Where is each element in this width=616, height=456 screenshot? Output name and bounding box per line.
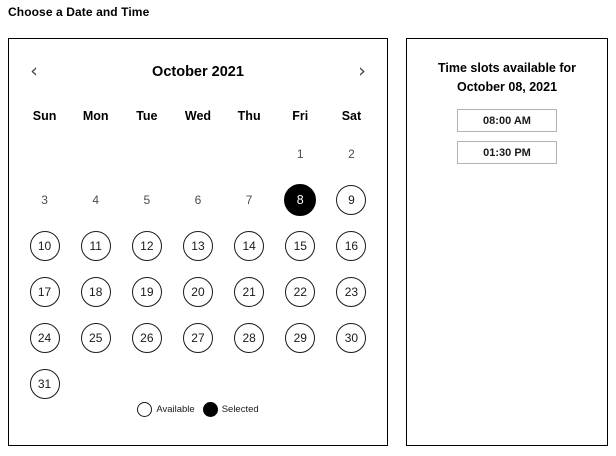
calendar-day-cell	[70, 177, 121, 223]
time-slot-button[interactable]: 08:00 AM	[457, 109, 557, 132]
calendar-day-cell[interactable]	[70, 315, 121, 361]
calendar-day-cell	[19, 177, 70, 223]
calendar-day-available[interactable]: 31	[30, 369, 60, 399]
calendar-day-cell[interactable]	[275, 177, 326, 223]
calendar-day-cell[interactable]	[19, 269, 70, 315]
calendar-day-available[interactable]: 25	[81, 323, 111, 353]
calendar-day-cell[interactable]	[224, 223, 275, 269]
calendar-day-available[interactable]: 12	[132, 231, 162, 261]
calendar-day-available[interactable]: 22	[285, 277, 315, 307]
calendar-day-available[interactable]: 27	[183, 323, 213, 353]
calendar-day-cell[interactable]	[172, 269, 223, 315]
weekday-label: Mon	[82, 109, 109, 123]
calendar-day-unavailable: 1	[296, 147, 304, 161]
weekday-label: Sun	[32, 109, 57, 123]
calendar-day-available[interactable]: 26	[132, 323, 162, 353]
calendar-day-cell[interactable]	[275, 223, 326, 269]
calendar-day-cell[interactable]	[19, 361, 70, 407]
calendar-day-cell	[224, 177, 275, 223]
calendar-day-available[interactable]: 30	[336, 323, 366, 353]
calendar-panel	[8, 38, 388, 446]
calendar-day-available[interactable]: 29	[285, 323, 315, 353]
time-slots-title	[407, 59, 607, 97]
calendar-empty-cell	[19, 131, 70, 177]
calendar-day-unavailable: 2	[348, 147, 355, 161]
calendar-day-available[interactable]: 16	[336, 231, 366, 261]
calendar-day-cell[interactable]	[70, 269, 121, 315]
calendar-day-available[interactable]: 19	[132, 277, 162, 307]
calendar-day-available[interactable]: 9	[336, 185, 366, 215]
calendar-empty-cell	[172, 131, 223, 177]
calendar-day-available[interactable]: 10	[30, 231, 60, 261]
circle-outline-icon	[137, 402, 152, 417]
calendar-day-cell[interactable]	[19, 315, 70, 361]
calendar-day-cell[interactable]	[275, 315, 326, 361]
calendar-day-cell[interactable]	[121, 315, 172, 361]
calendar-day-available[interactable]: 14	[234, 231, 264, 261]
calendar-day-unavailable: 7	[245, 193, 253, 207]
calendar-day-cell[interactable]	[19, 223, 70, 269]
calendar-weekday-header	[19, 103, 377, 127]
calendar-day-cell[interactable]	[275, 269, 326, 315]
calendar-day-available[interactable]: 28	[234, 323, 264, 353]
calendar-day-cell[interactable]	[326, 177, 377, 223]
calendar-day-cell	[275, 131, 326, 177]
calendar-day-available[interactable]: 23	[336, 277, 366, 307]
time-slots-list	[407, 109, 607, 164]
calendar-day-cell[interactable]	[326, 315, 377, 361]
calendar-day-cell[interactable]	[224, 269, 275, 315]
calendar-legend	[9, 402, 387, 417]
calendar-empty-cell	[70, 131, 121, 177]
calendar-header	[9, 57, 387, 97]
calendar-day-available[interactable]: 20	[183, 277, 213, 307]
calendar-day-cell[interactable]	[224, 315, 275, 361]
time-slots-title-line1: Time slots available for	[437, 61, 577, 75]
calendar-day-grid	[19, 131, 377, 407]
calendar-day-cell[interactable]	[172, 315, 223, 361]
calendar-empty-cell	[224, 131, 275, 177]
calendar-day-cell	[326, 131, 377, 177]
calendar-day-unavailable: 3	[41, 193, 48, 207]
time-slots-panel	[406, 38, 608, 446]
weekday-label: Thu	[237, 109, 261, 123]
calendar-day-cell[interactable]	[326, 223, 377, 269]
calendar-day-unavailable: 4	[92, 193, 100, 207]
legend-item-available	[137, 402, 194, 417]
calendar-day-cell[interactable]	[121, 223, 172, 269]
calendar-day-available[interactable]: 11	[81, 231, 111, 261]
chevron-right-icon[interactable]: ›	[358, 60, 366, 82]
calendar-day-unavailable: 5	[143, 193, 151, 207]
weekday-label: Tue	[136, 109, 158, 123]
calendar-day-cell	[121, 177, 172, 223]
calendar-day-available[interactable]: 15	[285, 231, 315, 261]
calendar-day-available[interactable]: 17	[30, 277, 60, 307]
calendar-month-label: October 2021	[152, 64, 244, 80]
weekday-label: Wed	[184, 109, 212, 123]
calendar-empty-cell	[121, 131, 172, 177]
calendar-day-cell[interactable]	[326, 269, 377, 315]
time-slots-title-line2: October 08, 2021	[456, 80, 558, 94]
calendar-day-cell[interactable]	[70, 223, 121, 269]
chevron-left-icon[interactable]: ‹	[30, 60, 38, 82]
circle-filled-icon	[203, 402, 218, 417]
legend-item-selected	[203, 402, 259, 417]
calendar-day-available[interactable]: 21	[234, 277, 264, 307]
weekday-label: Fri	[292, 109, 309, 123]
calendar-day-unavailable: 6	[194, 193, 202, 207]
calendar-day-cell	[172, 177, 223, 223]
calendar-day-cell[interactable]	[121, 269, 172, 315]
calendar-day-available[interactable]: 24	[30, 323, 60, 353]
page-title: Choose a Date and Time	[8, 5, 150, 19]
calendar-day-available[interactable]: 18	[81, 277, 111, 307]
calendar-day-available[interactable]: 13	[183, 231, 213, 261]
weekday-label: Sat	[341, 109, 362, 123]
legend-label: Selected	[221, 404, 259, 415]
legend-label: Available	[156, 404, 195, 415]
calendar-day-selected[interactable]: 8	[284, 184, 316, 216]
time-slot-button[interactable]: 01:30 PM	[457, 141, 557, 164]
calendar-day-cell[interactable]	[172, 223, 223, 269]
